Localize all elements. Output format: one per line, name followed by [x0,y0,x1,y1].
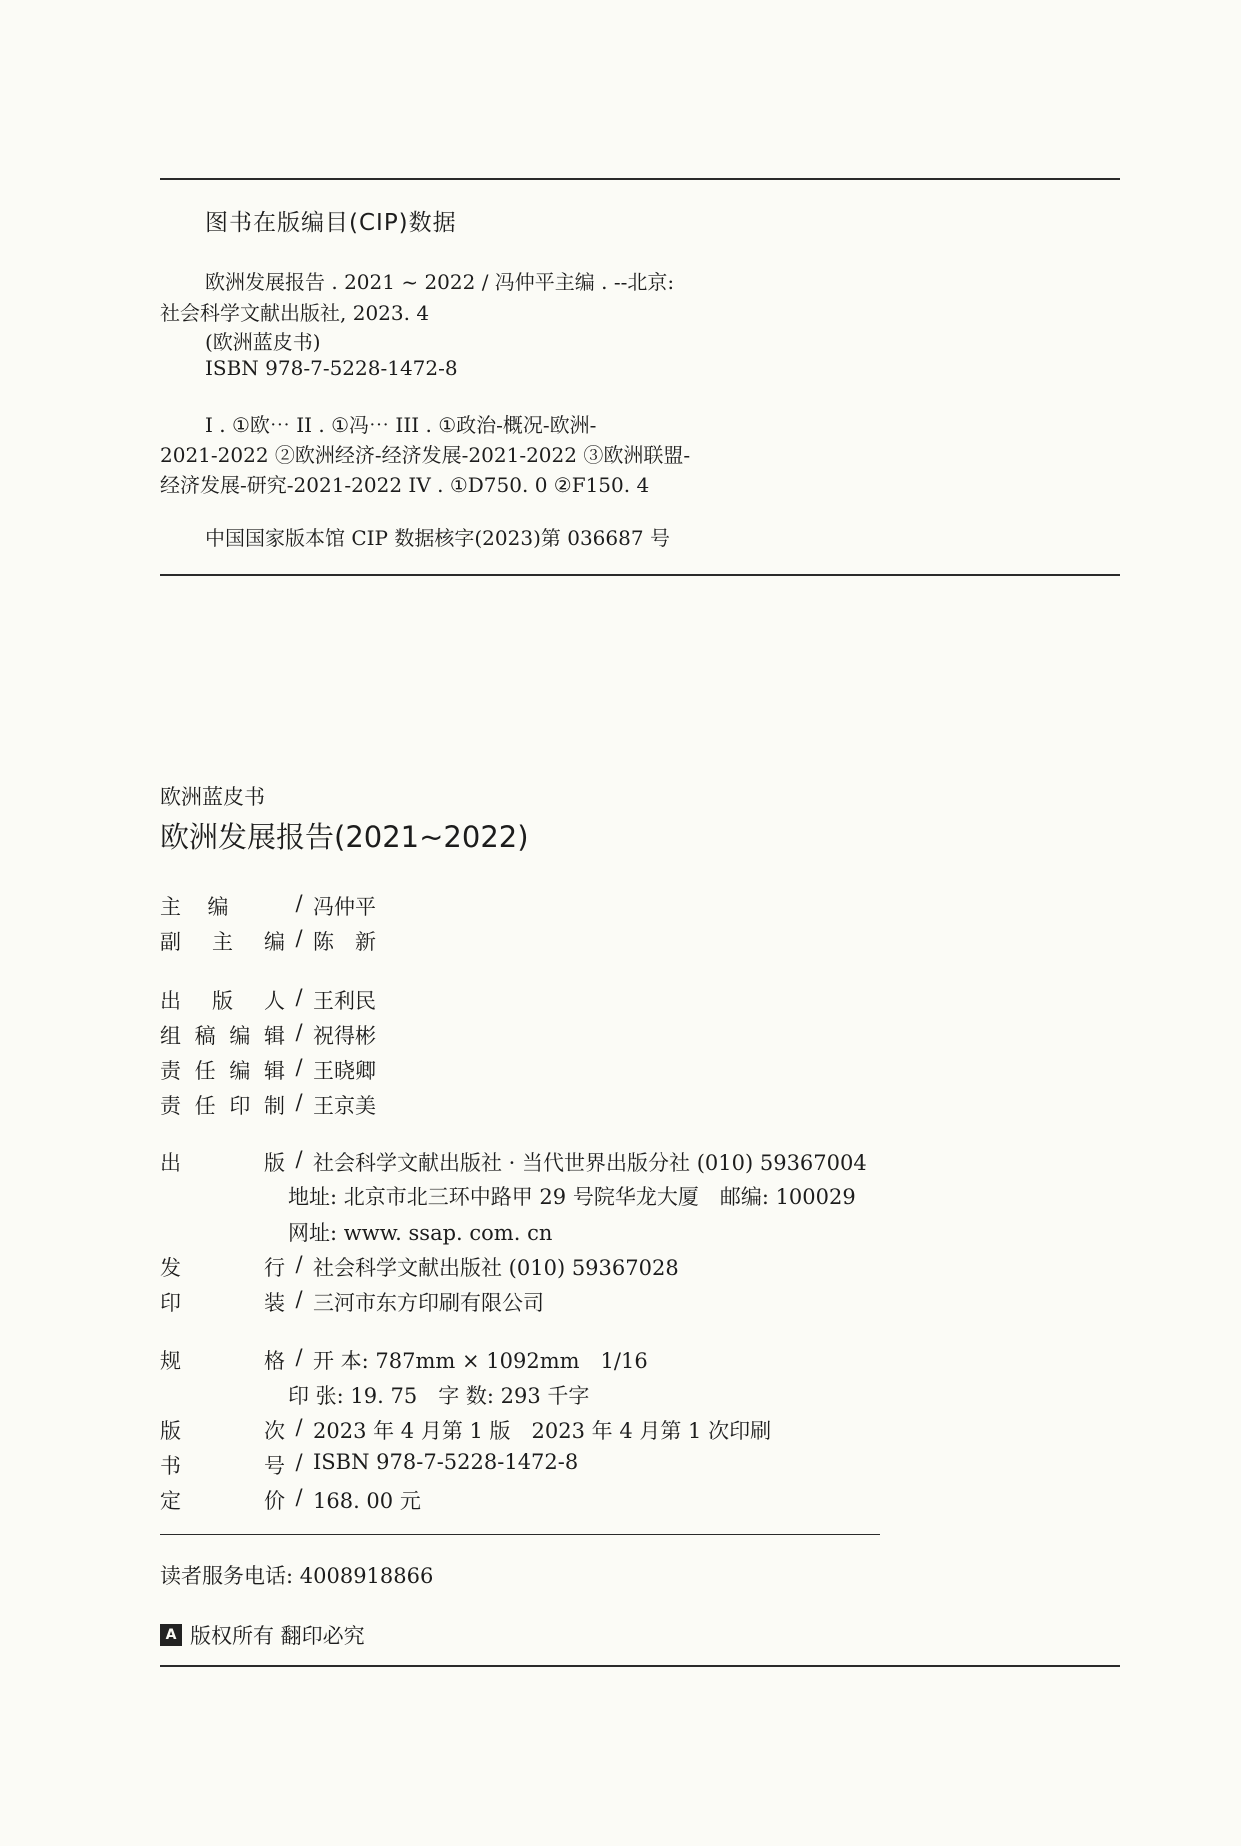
distribution-label: 发 行 [160,1256,285,1280]
credit-row-publisher-person: 出 版 人 / 王利民 [160,985,376,1013]
series-name: 欧洲蓝皮书 [160,785,265,809]
isbn-row: 书 号 / ISBN 978-7-5228-1472-8 [160,1450,579,1478]
spec-value: 开 本: 787mm × 1092mm 1/16 [313,1349,648,1373]
price-value: 168. 00 元 [313,1489,421,1513]
credit-row-deputy-editor: 副 主 编 / 陈 新 [160,926,376,954]
price-label: 定 价 [160,1489,285,1513]
spec-row: 规 格 / 开 本: 787mm × 1092mm 1/16 [160,1345,648,1373]
book-title: 欧洲发展报告(2021~2022) [160,820,529,854]
cip-line-4: ISBN 978-7-5228-1472-8 [205,356,458,380]
cip-line-2: 社会科学文献出版社, 2023. 4 [160,301,430,325]
distribution-value: 社会科学文献出版社 (010) 59367028 [313,1256,679,1280]
publisher-label: 出 版 [160,1151,285,1175]
spec-sub: 印 张: 19. 75 字 数: 293 千字 [288,1384,590,1408]
top-rule [160,178,1120,180]
credit-label: 副 主 编 [160,930,285,954]
credit-row-acquisitions-editor: 组 稿 编 辑 / 祝得彬 [160,1020,376,1048]
price-bottom-rule [160,1534,880,1535]
bottom-rule [160,1665,1120,1667]
publisher-logo-icon: A [160,1624,182,1646]
price-row: 定 价 / 168. 00 元 [160,1485,421,1513]
distribution-row: 发 行 / 社会科学文献出版社 (010) 59367028 [160,1252,679,1280]
cip-line-5: I . ①欧⋯ II . ①冯⋯ III . ①政治-概况-欧洲- [205,413,597,437]
copyright-text: 版权所有 翻印必究 [190,1624,365,1648]
credit-row-editor: 主 编 / 冯仲平 [160,891,376,919]
credit-label: 组 稿 编 辑 [160,1024,285,1048]
credit-row-responsible-editor: 责 任 编 辑 / 王晓卿 [160,1055,376,1083]
isbn-label: 书 号 [160,1454,285,1478]
credit-label: 责 任 编 辑 [160,1059,285,1083]
isbn-value: ISBN 978-7-5228-1472-8 [313,1450,579,1474]
service-phone: 读者服务电话: 4008918866 [160,1564,434,1588]
publisher-website: 网址: www. ssap. com. cn [288,1221,553,1245]
edition-value: 2023 年 4 月第 1 版 2023 年 4 月第 1 次印刷 [313,1419,772,1443]
cip-line-3: (欧洲蓝皮书) [205,330,321,354]
printing-row: 印 装 / 三河市东方印刷有限公司 [160,1287,544,1315]
credit-value: 冯仲平 [313,895,376,919]
printing-value: 三河市东方印刷有限公司 [313,1291,544,1315]
printing-label: 印 装 [160,1291,285,1315]
cip-line-8: 中国国家版本馆 CIP 数据核字(2023)第 036687 号 [205,526,670,550]
copyright-notice [160,1620,365,1650]
credit-value: 祝得彬 [313,1024,376,1048]
cip-line-7: 经济发展-研究-2021-2022 IV . ①D750. 0 ②F150. 4 [160,473,650,497]
credit-value: 王京美 [313,1094,376,1118]
spec-label: 规 格 [160,1349,285,1373]
publisher-address: 地址: 北京市北三环中路甲 29 号院华龙大厦 邮编: 100029 [288,1185,856,1209]
credit-label: 主 编 [160,895,229,919]
edition-row: 版 次 / 2023 年 4 月第 1 版 2023 年 4 月第 1 次印刷 [160,1415,772,1443]
credit-value: 陈 新 [313,930,376,954]
credit-value: 王晓卿 [313,1059,376,1083]
cip-line-1: 欧洲发展报告 . 2021 ~ 2022 / 冯仲平主编 . --北京: [205,270,675,294]
credit-label: 出 版 人 [160,989,285,1013]
credit-label: 责 任 印 制 [160,1094,285,1118]
credit-row-print-manager: 责 任 印 制 / 王京美 [160,1090,376,1118]
edition-label: 版 次 [160,1419,285,1443]
publisher-value: 社会科学文献出版社 · 当代世界出版分社 (010) 59367004 [313,1151,867,1175]
publisher-row: 出 版 / 社会科学文献出版社 · 当代世界出版分社 (010) 59367004 [160,1147,867,1175]
cip-title: 图书在版编目(CIP)数据 [205,210,457,236]
credit-value: 王利民 [313,989,376,1013]
cip-bottom-rule [160,574,1120,576]
cip-line-6: 2021-2022 ②欧洲经济-经济发展-2021-2022 ③欧洲联盟- [160,443,691,467]
